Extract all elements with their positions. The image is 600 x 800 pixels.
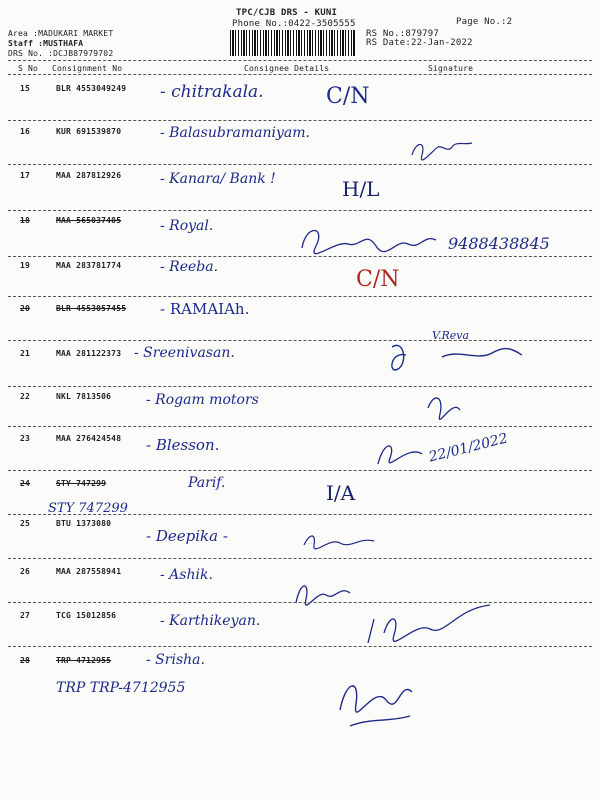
row-consignment: NKL 7813506 — [56, 392, 112, 401]
row-consignment: MAA 276424548 — [56, 434, 122, 443]
table-row — [0, 519, 600, 559]
row-sno: 27 — [20, 611, 31, 620]
row-note: STY 747299 — [48, 501, 128, 516]
row-mark: H/L — [342, 177, 380, 201]
row-divider — [8, 646, 592, 647]
row-divider — [8, 602, 592, 603]
row-mark: I/A — [326, 481, 356, 505]
page-number: Page No.:2 — [456, 17, 513, 27]
row-divider — [8, 426, 592, 427]
row-consignment: BLR 4553049249 — [56, 84, 127, 93]
signature-mark — [290, 575, 360, 611]
phone-number: Phone No.:0422-3505555 — [232, 19, 356, 29]
row-mark: V.Reva — [432, 329, 470, 342]
row-divider — [8, 470, 592, 471]
signature-mark — [330, 670, 420, 730]
row-consignment: MAA 565037405 — [56, 216, 122, 225]
row-divider — [8, 210, 592, 211]
row-consignee: - Blesson. — [146, 436, 220, 454]
row-sno: 25 — [20, 519, 31, 528]
row-consignment: MAA 287558941 — [56, 567, 122, 576]
header-rule-top — [8, 60, 592, 61]
row-consignee: - Sreenivasan. — [134, 345, 235, 361]
row-consignment: TRP 4712955 — [56, 656, 112, 665]
area-label: Area :MADUKARI MARKET — [8, 29, 114, 38]
signature-mark — [300, 529, 380, 553]
signature-mark — [420, 388, 470, 424]
table-row — [0, 261, 600, 301]
table-row — [0, 171, 600, 211]
table-row — [0, 329, 600, 389]
col-header-details: Consignee Details — [244, 64, 330, 73]
row-divider — [8, 514, 592, 515]
row-consignee: Parif. — [188, 475, 226, 491]
row-sno: 16 — [20, 127, 31, 136]
row-divider — [8, 120, 592, 121]
row-consignment: BLR 4553057455 — [56, 304, 127, 313]
table-row — [0, 84, 600, 124]
row-sno: 28 — [20, 656, 31, 665]
row-consignee: - Ashik. — [160, 567, 213, 583]
row-consignee: - Deepika - — [146, 527, 228, 545]
row-sno: 22 — [20, 392, 31, 401]
row-consignment: KUR 691539870 — [56, 127, 122, 136]
col-header-consignment: Consignment No — [52, 64, 123, 73]
row-sno: 20 — [20, 304, 31, 313]
table-row — [0, 611, 600, 651]
header-rule-bottom — [8, 74, 592, 75]
signature-mark — [360, 603, 500, 649]
rs-date: RS Date:22-Jan-2022 — [366, 38, 473, 48]
barcode — [230, 30, 356, 56]
table-row — [0, 300, 600, 344]
row-consignee: - Reeba. — [160, 259, 219, 275]
document-title: TPC/CJB DRS - KUNI — [236, 8, 338, 18]
row-sno: 17 — [20, 171, 31, 180]
row-divider — [8, 256, 592, 257]
rs-number: RS No.:879797 — [366, 29, 440, 39]
row-sno: 24 — [20, 479, 31, 488]
row-consignee: - RAMAIAh. — [160, 300, 250, 318]
row-sno: 26 — [20, 567, 31, 576]
row-consignee: - Rogam motors — [146, 392, 259, 408]
table-row — [0, 475, 600, 519]
row-consignment: MAA 287812926 — [56, 171, 122, 180]
row-consignee: - Kanara/ Bank ! — [160, 171, 276, 187]
row-consignee: - Royal. — [160, 218, 214, 234]
row-sno: 15 — [20, 84, 31, 93]
row-consignee: - Balasubramaniyam. — [160, 125, 310, 141]
row-divider — [8, 164, 592, 165]
col-header-sno: S No — [18, 64, 39, 73]
table-row — [0, 652, 600, 696]
staff-label: Staff :MUSTHAFA — [8, 39, 84, 48]
row-mark: C/N — [356, 267, 400, 292]
row-divider — [8, 386, 592, 387]
row-sno: 18 — [20, 216, 31, 225]
row-consignment: TCG 15012856 — [56, 611, 117, 620]
row-sno: 21 — [20, 349, 31, 358]
row-consignment: MAA 281122373 — [56, 349, 122, 358]
row-consignee: - Karthikeyan. — [160, 613, 261, 629]
signature-mark — [296, 220, 446, 260]
signature-mark — [408, 135, 478, 163]
signature-mark — [372, 434, 432, 470]
row-mark: C/N — [326, 84, 370, 109]
table-row — [0, 127, 600, 167]
row-consignee: - Srisha. — [146, 652, 205, 668]
drs-number: DRS No. :DCJB87979702 — [8, 49, 114, 58]
row-sno: 19 — [20, 261, 31, 270]
table-row — [0, 216, 600, 256]
row-consignment: BTU 1373080 — [56, 519, 112, 528]
row-consignment: STY 747299 — [56, 479, 107, 488]
row-mark: 9488438845 — [448, 234, 550, 253]
row-consignee: - chitrakala. — [160, 82, 264, 102]
row-date: 22/01/2022 — [427, 430, 510, 466]
col-header-signature: Signature — [428, 64, 474, 73]
row-note: TRP TRP-4712955 — [56, 680, 186, 696]
row-consignment: MAA 283781774 — [56, 261, 122, 270]
table-row — [0, 430, 600, 474]
table-row — [0, 567, 600, 607]
row-divider — [8, 296, 592, 297]
row-sno: 23 — [20, 434, 31, 443]
row-divider — [8, 558, 592, 559]
signature-mark — [382, 339, 532, 377]
